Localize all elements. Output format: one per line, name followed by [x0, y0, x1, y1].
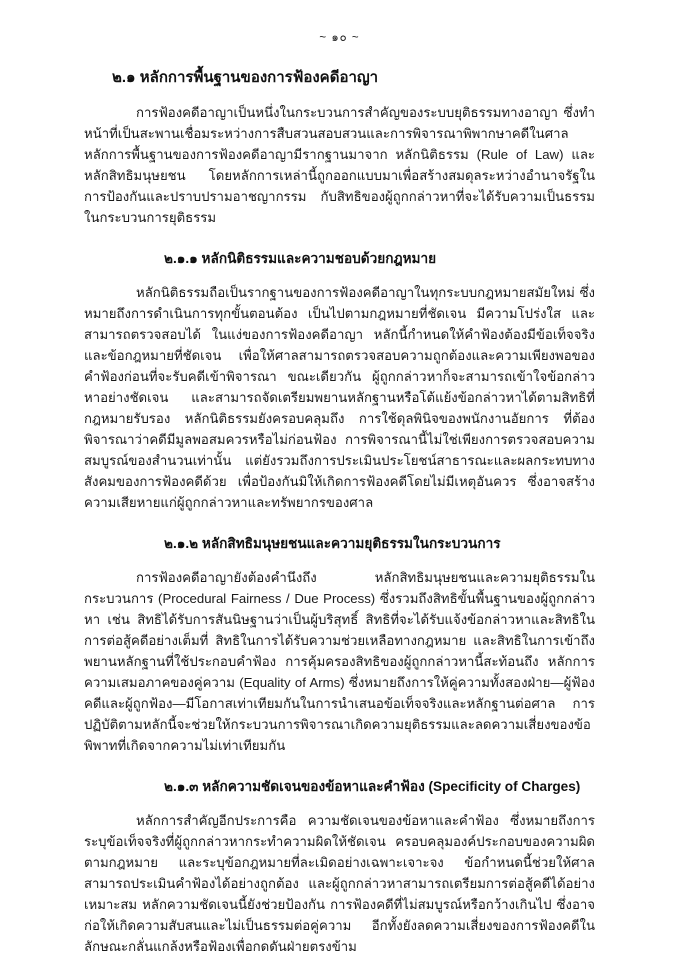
page-number: ~ ๑๐ ~ [319, 32, 360, 44]
subsection-paragraph-rule-of-law: หลักนิติธรรมถือเป็นรากฐานของการฟ้องคดีอาญาในทุกระบบกฎหมายสมัยใหม่ ซึ่งหมายถึงการดำเนินการทุกขั้นตอนต้อง เป็นไปตามกฎหมายที่ชัดเจน มีความโปร่งใส และสามารถตรวจสอบได้ ในแง่ของการฟ้องคดีอาญา หลักนี้กำหนดให้คำฟ้องต้องมีข้อเท็จจริงและข้อกฎหมายที่ชัดเจน เพื่อให้ศาลสามารถตรวจสอบความถูกต้องและความเพียงพอของคำฟ้องก่อนที่จะรับคดีเข้าพิจารณา ขณะเดียวกัน ผู้ถูกกล่าวหาก็จะสามารถเข้าใจข้อกล่าวหาอย่างชัดเจน และสามารถจัดเตรียมพยานหลักฐานหรือโต้แย้งข้อกล่าวหาได้ตามสิทธิที่กฎหมายรับรอง หลักนิติธรรมยังครอบคลุมถึง การใช้ดุลพินิจของพนักงานอัยการ ที่ต้องพิจารณาว่าคดีมีมูลพอสมควรหรือไม่ก่อนฟ้อง การพิจารณานี้ไม่ใช่เพียงการตรวจสอบความสมบูรณ์ของสำนวนเท่านั้น แต่ยังรวมถึงการประเมินประโยชน์สาธารณะและผลกระทบทางสังคมของการฟ้องคดีด้วย เพื่อป้องกันมิให้เกิดการฟ้องคดีโดยไม่มีเหตุอันควร ซึ่งอาจสร้างความเสียหายแก่ผู้ถูกกล่าวหาและทรัพยากรของศาล [84, 285, 595, 510]
subsection-heading-human-rights: ๒.๑.๒ หลักสิทธิมนุษยชนและความยุติธรรมในกระบวนการ [164, 536, 501, 551]
subsection-paragraph-specificity-of-charges: หลักการสำคัญอีกประการคือ ความชัดเจนของข้อหาและคำฟ้อง ซึ่งหมายถึงการระบุข้อเท็จจริงที่ผู้ถูกกล่าวหากระทำความผิดให้ชัดเจน ครอบคลุมองค์ประกอบของความผิดตามกฎหมาย และระบุข้อกฎหมายที่ละเมิดอย่างเฉพาะเจาะจง ข้อกำหนดนี้ช่วยให้ศาลสามารถประเมินคำฟ้องได้อย่างถูกต้อง และผู้ถูกกล่าวหาสามารถเตรียมการต่อสู้คดีได้อย่างเหมาะสม หลักความชัดเจนนี้ยังช่วยป้องกัน การฟ้องคดีที่ไม่สมบูรณ์หรือกว้างเกินไป ซึ่งอาจก่อให้เกิดความสับสนและไม่เป็นธรรมต่อคู่ความ อีกทั้งยังลดความเสี่ยงของการฟ้องคดีในลักษณะกลั่นแกล้งหรือฟ้องเพื่อกดดันฝ่ายตรงข้าม [84, 813, 595, 954]
section-intro-paragraph: การฟ้องคดีอาญาเป็นหนึ่งในกระบวนการสำคัญของระบบยุติธรรมทางอาญา ซึ่งทำหน้าที่เป็นสะพานเชื่อมระหว่างการสืบสวนสอบสวนและการพิจารณาพิพากษาคดีในศาล หลักการพื้นฐานของการฟ้องคดีอาญามีรากฐานมาจาก หลักนิติธรรม (Rule of Law) และ หลักสิทธิมนุษยชน โดยหลักการเหล่านี้ถูกออกแบบมาเพื่อสร้างสมดุลระหว่างอำนาจรัฐในการป้องกันและปราบปรามอาชญากรรม กับสิทธิของผู้ถูกกล่าวหาที่จะได้รับความเป็นธรรมในกระบวนการยุติธรรม [84, 105, 595, 225]
subsection-paragraph-human-rights: การฟ้องคดีอาญายังต้องคำนึงถึง หลักสิทธิมนุษยชนและความยุติธรรมในกระบวนการ (Procedural Fairness / Due Process) ซึ่งรวมถึงสิทธิขั้นพื้นฐานของผู้ถูกกล่าวหา เช่น สิทธิได้รับการสันนิษฐานว่าเป็นผู้บริสุทธิ์ สิทธิที่จะได้รับแจ้งข้อกล่าวหาและสิทธิในการต่อสู้คดีอย่างเต็มที่ สิทธิในการได้รับความช่วยเหลือทางกฎหมาย และสิทธิในการเข้าถึงพยานหลักฐานที่ใช้ประกอบคำฟ้อง การคุ้มครองสิทธิของผู้ถูกกล่าวหานี้สะท้อนถึง หลักการความเสมอภาคของคู่ความ (Equality of Arms) ซึ่งหมายถึงการให้คู่ความทั้งสองฝ่าย—ผู้ฟ้องคดีและผู้ถูกฟ้อง—มีโอกาสเท่าเทียมกันในการนำเสนอข้อเท็จจริงและหลักฐานต่อศาล การปฏิบัติตามหลักนี้จะช่วยให้กระบวนการพิจารณาเกิดความยุติธรรมและลดความเสี่ยงของข้อพิพาทที่เกิดจากความไม่เท่าเทียมกัน [84, 570, 595, 753]
subsection-heading-rule-of-law: ๒.๑.๑ หลักนิติธรรมและความชอบด้วยกฎหมาย [164, 251, 437, 266]
section-heading: ๒.๑ หลักการพื้นฐานของการฟ้องคดีอาญา [112, 69, 379, 86]
subsection-heading-specificity-of-charges: ๒.๑.๓ หลักความชัดเจนของข้อหาและคำฟ้อง (Specificity of Charges) [164, 779, 581, 794]
